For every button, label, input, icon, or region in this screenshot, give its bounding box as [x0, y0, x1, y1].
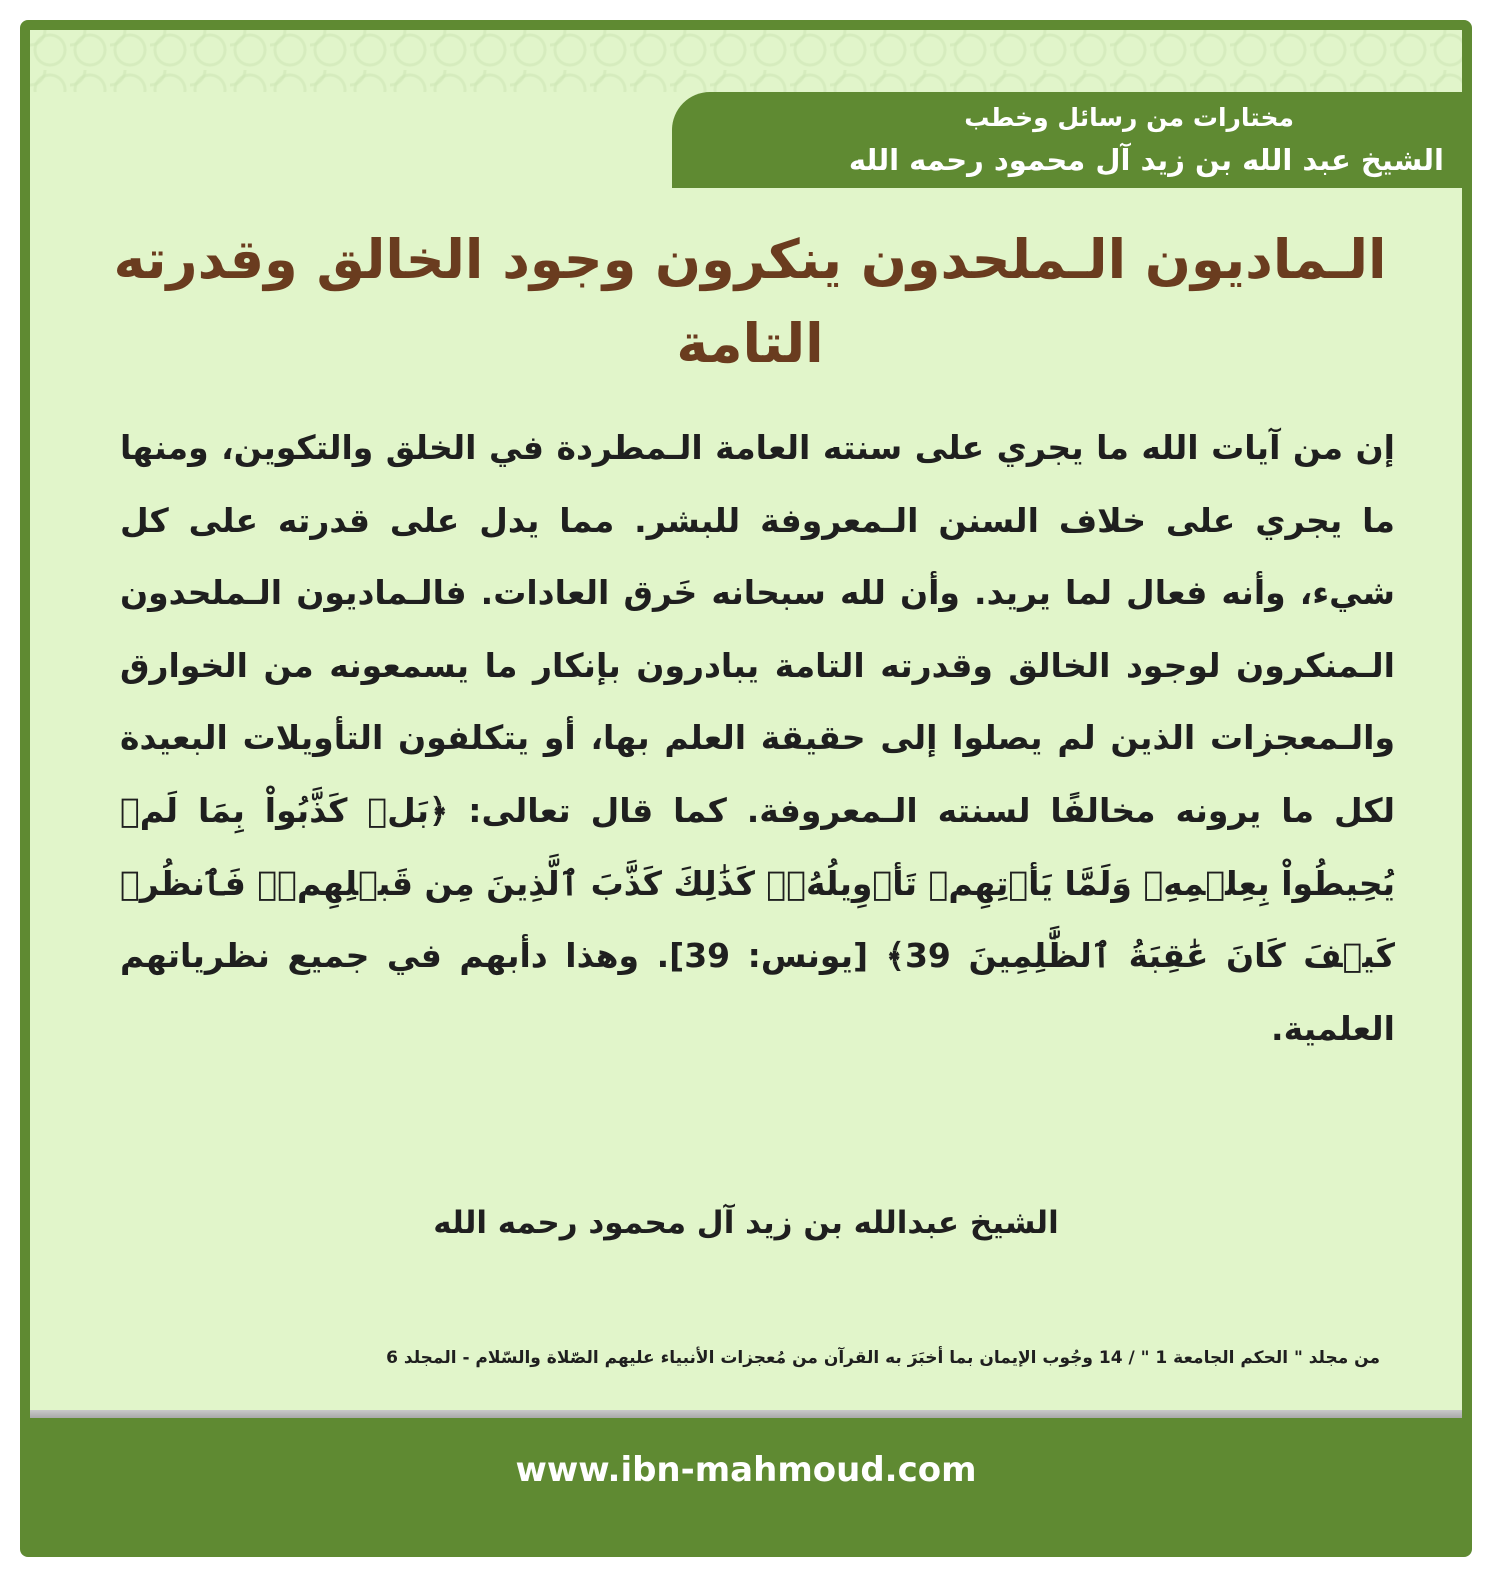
poster-card [20, 20, 1472, 1557]
website-link[interactable]: www.ibn-mahmoud.com [515, 1450, 977, 1490]
source-citation: من مجلد " الحكم الجامعة 1 " / 14 وجُوب الإيمان بما أخبَرَ به القرآن من مُعجزات الأنبياء عليهم الصّلاة والسّلام - المجلد 6 [386, 1348, 1380, 1368]
header-series-title: مختارات من رسائل وخطب [964, 103, 1294, 132]
content-panel [30, 30, 1462, 1418]
panel-bottom-shadow [30, 1410, 1462, 1418]
decorative-pattern [30, 30, 1462, 92]
article-title: الـماديون الـملحدون ينكرون وجود الخالق وقدرته التامة [113, 228, 1387, 375]
article-body: إن من آيات الله ما يجري على سنته العامة الـمطردة في الخلق والتكوين، ومنها ما يجري على خلاف السنن الـمعروفة للبشر. مما يدل على قدرته على كل شيء، وأنه فعال لما يريد. وأن لله سبحانه خَرق العادات. فالـماديون الـملحدون الـمنكرون لوجود الخالق وقدرته التامة يبادرون بإنكار ما يسمعونه من الخوارق والـمعجزات الذين لم يصلوا إلى حقيقة العلم بها، أو يتكلفون التأويلات البعيدة لكل ما يرونه مخالفًا لسنته الـمعروفة. كما قال تعالى: ﴿بَلۡ كَذَّبُواْ بِمَا لَمۡ يُحِيطُواْ بِعِلۡمِهِۦ وَلَمَّا يَأۡتِهِمۡ تَأۡوِيلُهُۥۚ كَذَٰلِكَ كَذَّبَ ٱلَّذِينَ مِن قَبۡلِهِمۡۖ فَٱنظُرۡ كَيۡفَ كَانَ عَٰقِبَةُ ٱلظَّٰلِمِينَ 39﴾ [يونس: 39]. وهذا دأبهم في جميع نظرياتهم العلمية. [120, 428, 1395, 1048]
header-author: الشيخ عبد الله بن زيد آل محمود رحمه الله [848, 143, 1444, 177]
header-band [672, 92, 1462, 188]
signature: الشيخ عبدالله بن زيد آل محمود رحمه الله [433, 1205, 1059, 1241]
